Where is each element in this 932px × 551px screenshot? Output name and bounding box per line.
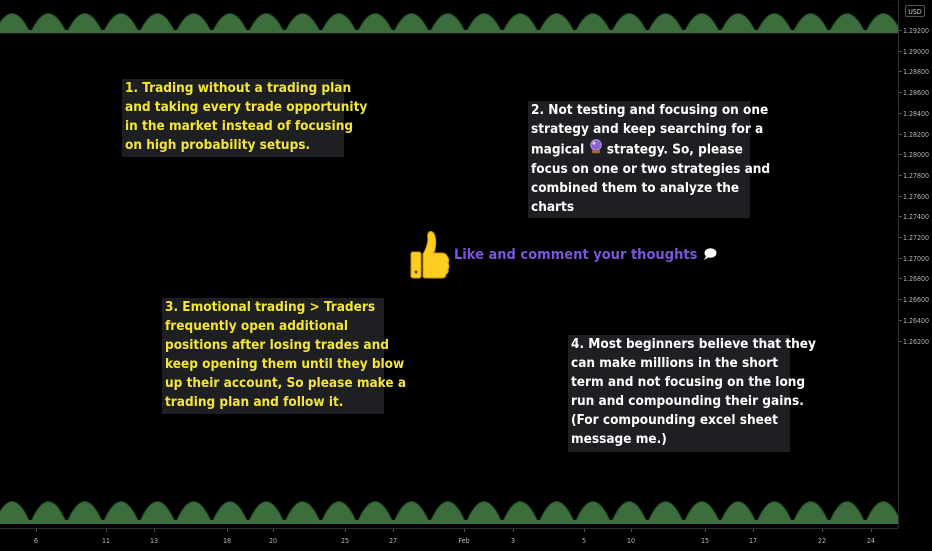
price-tick xyxy=(899,175,902,176)
time-label: 13 xyxy=(149,537,159,545)
time-tick xyxy=(705,529,706,532)
note-2-line: focus on one or two strategies and xyxy=(531,161,771,177)
bottom-arc xyxy=(284,502,320,524)
price-label: 1.29000 xyxy=(903,47,930,56)
price-tick xyxy=(899,71,902,72)
price-tick xyxy=(899,299,902,300)
time-label: 5 xyxy=(581,537,587,545)
note-2-line: 2. Not testing and focusing on one xyxy=(531,102,769,118)
price-label: 1.28200 xyxy=(903,130,930,139)
time-tick xyxy=(154,529,155,532)
speech-bubble-icon xyxy=(703,246,717,265)
note-1-line: 1. Trading without a trading plan xyxy=(125,80,352,96)
bottom-band-base xyxy=(0,520,898,524)
time-tick xyxy=(273,529,274,532)
time-label: 27 xyxy=(388,537,398,545)
note-3-line: trading plan and follow it. xyxy=(165,394,344,410)
note-4-line: message me.) xyxy=(571,431,667,447)
price-tick xyxy=(899,196,902,197)
note-1-line: in the market instead of focusing xyxy=(125,118,354,134)
bottom-arc xyxy=(865,502,898,524)
note-4-line: (For compounding excel sheet xyxy=(571,412,778,428)
note-4-line: run and compounding their gains. xyxy=(571,393,804,409)
time-label: 6 xyxy=(33,537,39,545)
bottom-arc xyxy=(720,502,756,524)
price-scale[interactable] xyxy=(898,0,932,528)
bottom-arc xyxy=(466,502,502,524)
time-label: 20 xyxy=(268,537,278,545)
price-label: 1.28600 xyxy=(903,89,930,98)
bottom-arc xyxy=(793,502,829,524)
price-label: 1.27600 xyxy=(903,192,930,201)
price-label: 1.26400 xyxy=(903,316,930,325)
price-label: 1.26600 xyxy=(903,296,930,305)
time-label: 18 xyxy=(222,537,232,545)
bottom-arc xyxy=(647,502,683,524)
price-label: 1.27200 xyxy=(903,234,930,242)
price-label: 1.27400 xyxy=(903,213,930,222)
time-label: 17 xyxy=(748,537,758,545)
time-label: Feb xyxy=(458,537,470,545)
bottom-arc xyxy=(611,502,647,524)
note-1-line: on high probability setups. xyxy=(125,137,311,153)
note-3-line: 3. Emotional trading > Traders xyxy=(165,299,376,315)
note-2-line: charts xyxy=(531,199,575,215)
note-2-word: magical xyxy=(531,141,585,158)
note-1-line: and taking every trade opportunity xyxy=(125,99,368,115)
bottom-arc xyxy=(430,502,466,524)
bottom-arc xyxy=(684,502,720,524)
price-label: 1.27000 xyxy=(903,254,930,263)
time-tick xyxy=(753,529,754,532)
time-tick xyxy=(464,529,465,532)
bottom-arc xyxy=(756,502,792,524)
time-tick xyxy=(822,529,823,532)
note-3-line: keep opening them until they blow xyxy=(165,356,405,372)
bottom-arc xyxy=(357,502,393,524)
note-4-line: can make millions in the short xyxy=(571,355,779,371)
bottom-arc xyxy=(67,502,103,524)
note-4-line: term and not focusing on the long xyxy=(571,374,806,390)
price-tick xyxy=(899,258,902,259)
note-4-line: 4. Most beginners believe that they xyxy=(571,336,816,352)
bottom-arc xyxy=(393,502,429,524)
note-2-word: strategy. So, please xyxy=(606,141,743,158)
price-tick xyxy=(899,51,902,52)
note-3-line: up their account, So please make a xyxy=(165,375,407,391)
bottom-arc xyxy=(575,502,611,524)
bottom-arc xyxy=(176,502,212,524)
price-tick xyxy=(899,113,902,114)
time-label: 3 xyxy=(510,537,516,545)
price-tick xyxy=(899,216,902,217)
bottom-arc xyxy=(30,502,66,524)
note-3-line: frequently open additional xyxy=(165,318,349,334)
like-comment-callout[interactable] xyxy=(410,227,717,283)
price-tick xyxy=(899,341,902,342)
note-2-line-magical xyxy=(531,139,747,160)
price-label: 1.28400 xyxy=(903,109,930,118)
note-3-line: positions after losing trades and xyxy=(165,337,389,353)
note-3[interactable] xyxy=(162,298,407,414)
time-tick xyxy=(36,529,37,532)
price-tick xyxy=(899,92,902,93)
time-tick xyxy=(393,529,394,532)
time-tick xyxy=(513,529,514,532)
bottom-arc xyxy=(321,502,357,524)
bottom-arc xyxy=(502,502,538,524)
bottom-arc xyxy=(248,502,284,524)
time-tick xyxy=(345,529,346,532)
like-comment-text: Like and comment your thoughts xyxy=(454,247,698,263)
bottom-arc xyxy=(103,502,139,524)
price-tick xyxy=(899,278,902,279)
bottom-arc xyxy=(139,502,175,524)
time-label: 10 xyxy=(626,537,636,545)
time-label: 11 xyxy=(101,537,111,545)
price-tick xyxy=(899,237,902,238)
time-axis[interactable] xyxy=(0,528,898,551)
bottom-arc xyxy=(0,502,30,524)
price-label: 1.27800 xyxy=(903,171,930,180)
price-tick xyxy=(899,320,902,321)
note-1[interactable] xyxy=(122,79,368,157)
time-tick xyxy=(631,529,632,532)
time-tick xyxy=(584,529,585,532)
time-tick xyxy=(871,529,872,532)
currency-badge[interactable]: USD xyxy=(905,5,925,17)
note-4[interactable] xyxy=(568,335,816,452)
price-label: 1.29200 xyxy=(903,27,930,35)
crystal-ball-icon xyxy=(589,139,603,160)
note-2-line: combined them to analyze the xyxy=(531,180,740,196)
price-label: 1.28800 xyxy=(903,68,930,77)
note-2[interactable] xyxy=(528,101,771,218)
top-band-base xyxy=(0,30,898,33)
bottom-arc xyxy=(212,502,248,524)
price-label: 1.26200 xyxy=(903,337,930,346)
time-label: 24 xyxy=(866,537,876,545)
price-tick xyxy=(899,134,902,135)
time-tick xyxy=(227,529,228,532)
time-label: 22 xyxy=(817,537,827,545)
time-label: 15 xyxy=(700,537,710,545)
time-tick xyxy=(106,529,107,532)
time-label: 25 xyxy=(340,537,350,545)
price-label: 1.28000 xyxy=(903,151,930,160)
thumbs-up-icon xyxy=(410,226,450,284)
price-tick xyxy=(899,30,902,31)
note-2-line: strategy and keep searching for a xyxy=(531,121,764,137)
bottom-arc xyxy=(539,502,575,524)
price-tick xyxy=(899,154,902,155)
bottom-arc xyxy=(829,502,865,524)
price-label: 1.26800 xyxy=(903,275,930,284)
